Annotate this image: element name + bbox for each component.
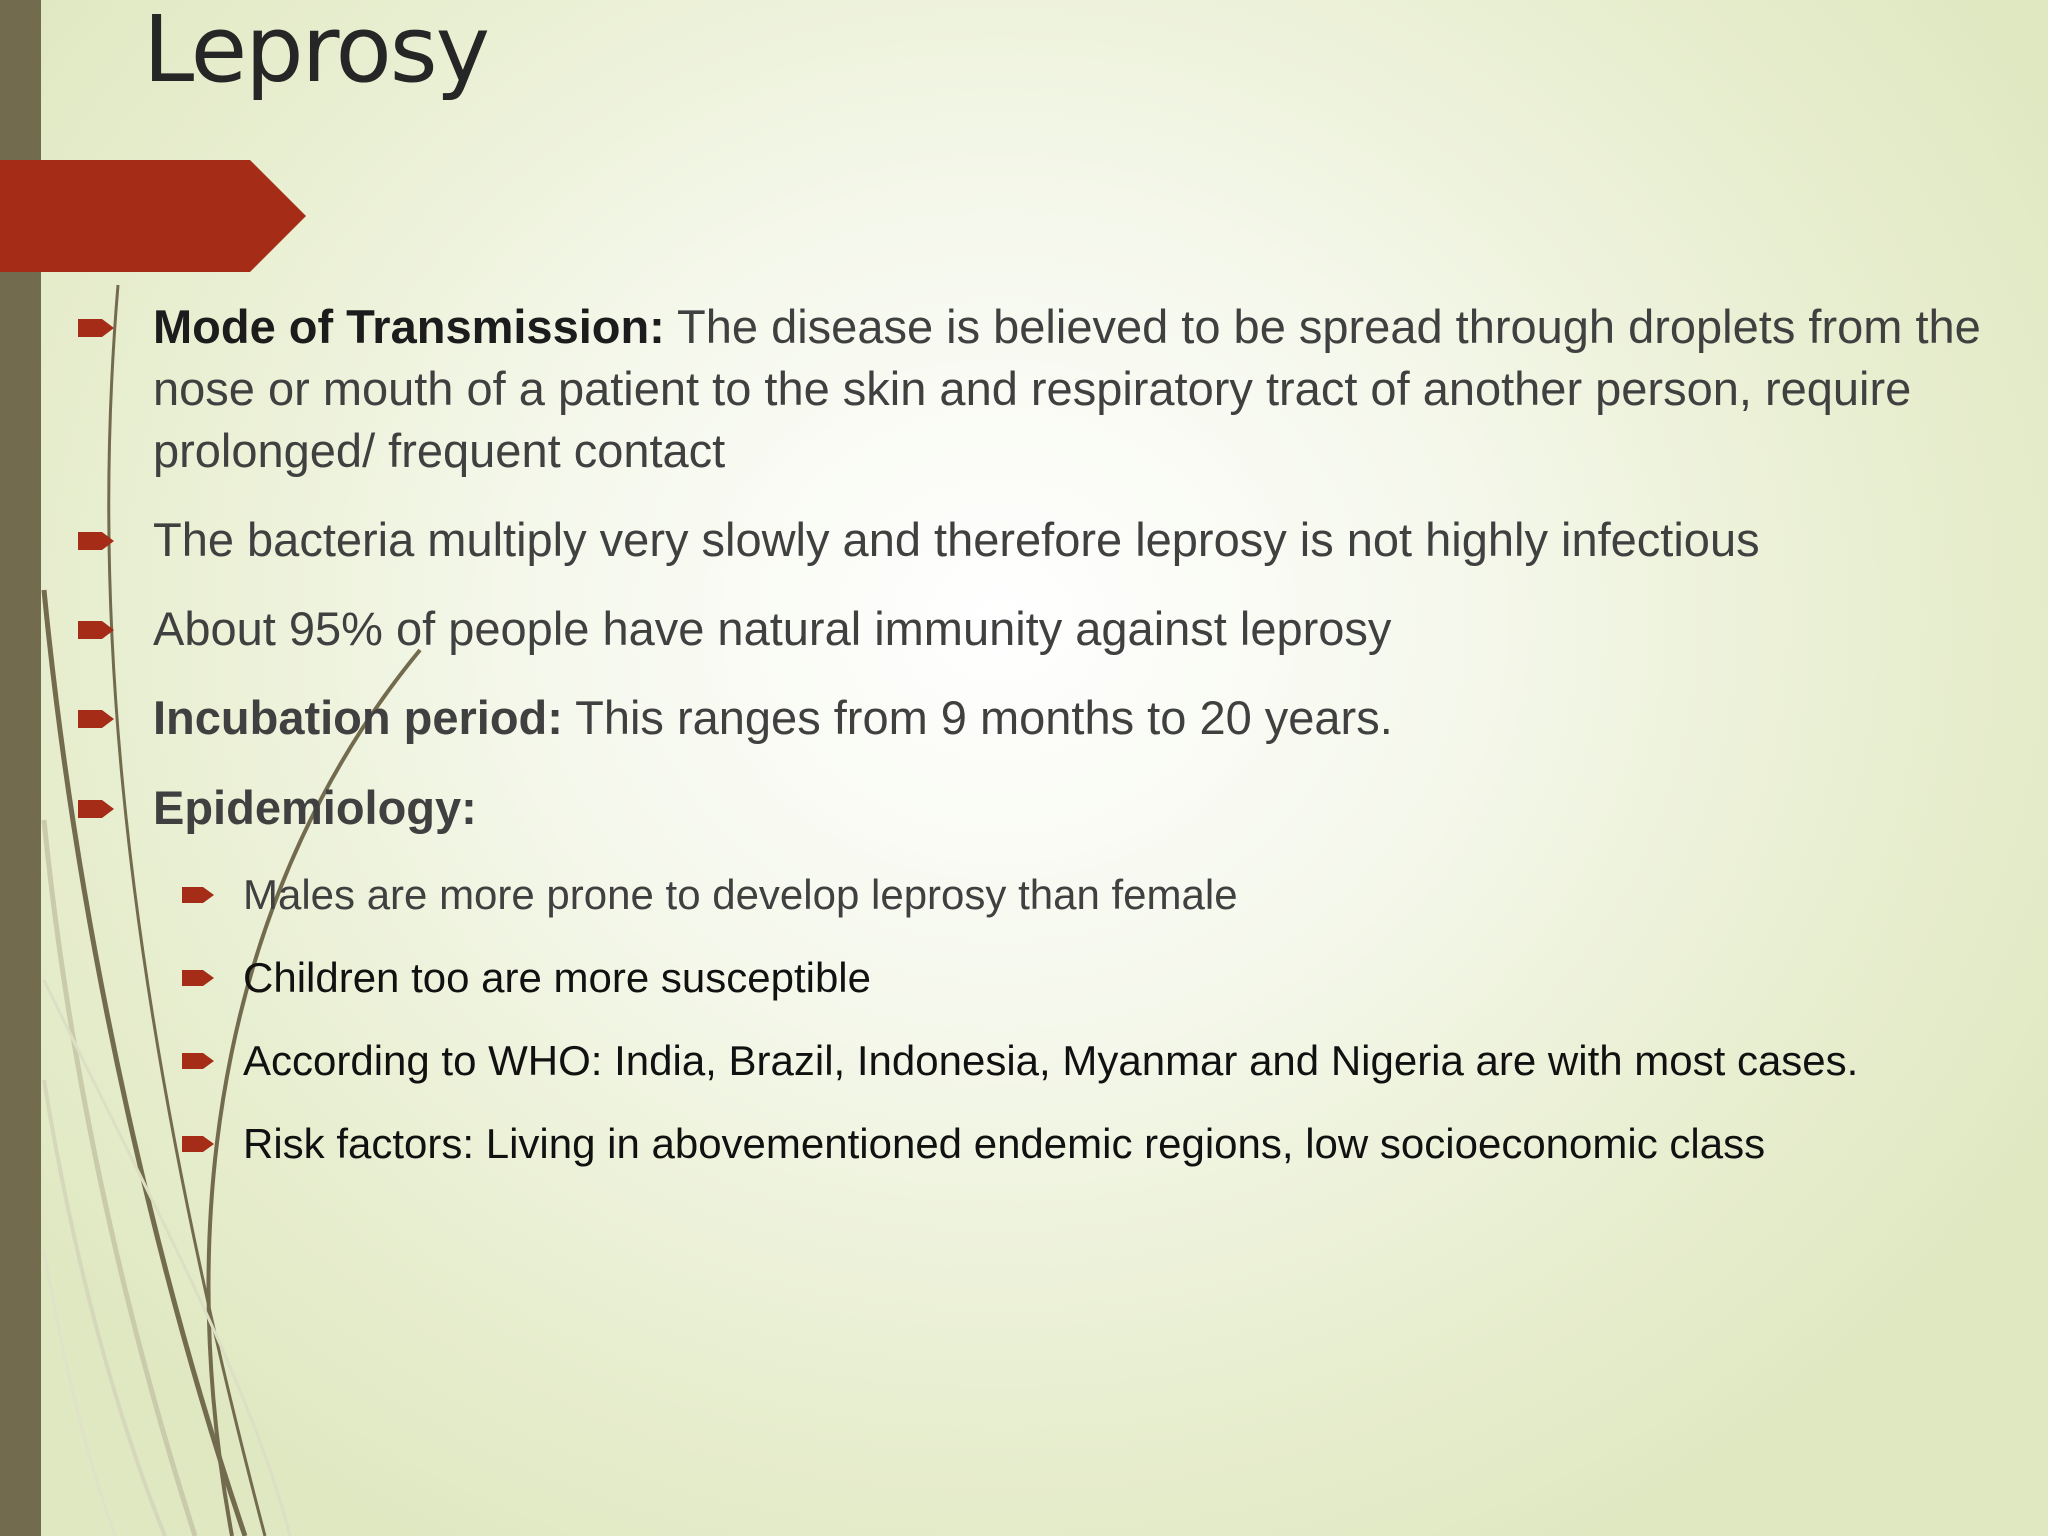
bullet-item-incubation: [153, 687, 2013, 749]
arrow-bullet-icon: [78, 796, 118, 822]
sub-item-children: Children too are more susceptible: [243, 954, 871, 1001]
bullet-item-epidemiology: [153, 777, 2013, 839]
arrow-bullet-icon: [78, 617, 118, 643]
arrow-bullet-icon: [78, 528, 118, 554]
sub-item-who: According to WHO: India, Brazil, Indonesia, Myanmar and Nigeria are with most cases.: [243, 1037, 1859, 1084]
decorative-curve: [44, 820, 195, 1536]
arrow-bullet-icon: [78, 706, 118, 732]
bullet-item-bacteria: [153, 509, 2013, 571]
arrow-bullet-icon: [182, 967, 218, 989]
bullet-item-text: This ranges from 9 months to 20 years.: [562, 691, 1393, 744]
bullet-item-transmission: [153, 296, 2013, 482]
title-arrow-shape: [0, 160, 310, 273]
bullet-item-text: About 95% of people have natural immunity against leprosy: [153, 602, 1392, 655]
bullet-item-label: Epidemiology:: [153, 781, 477, 834]
decorative-curve: [44, 1250, 115, 1536]
arrow-bullet-icon: [78, 315, 118, 341]
arrow-bullet-icon: [182, 1133, 218, 1155]
decorative-curve: [44, 1080, 165, 1536]
bullet-item-immunity: [153, 598, 2013, 660]
arrow-bullet-icon: [182, 1050, 218, 1072]
sub-item-males: Males are more prone to develop leprosy than female: [243, 871, 1238, 918]
bullet-item-text: The bacteria multiply very slowly and therefore leprosy is not highly infectious: [153, 513, 1760, 566]
bullet-item-label: Incubation period:: [153, 691, 563, 744]
arrow-bullet-icon: [182, 884, 218, 906]
sub-item-risk-factors: Risk factors: Living in abovementioned endemic regions, low socioeconomic class: [243, 1120, 1766, 1167]
slide-title: Leprosy: [143, 0, 489, 103]
bullet-item-label: Mode of Transmission:: [153, 300, 665, 353]
bullet-item-text: The disease is believed to be spread through droplets from the nose or mouth of a patient to the skin and respiratory tract of another person, require prolonged/ frequent contact: [153, 300, 1981, 477]
